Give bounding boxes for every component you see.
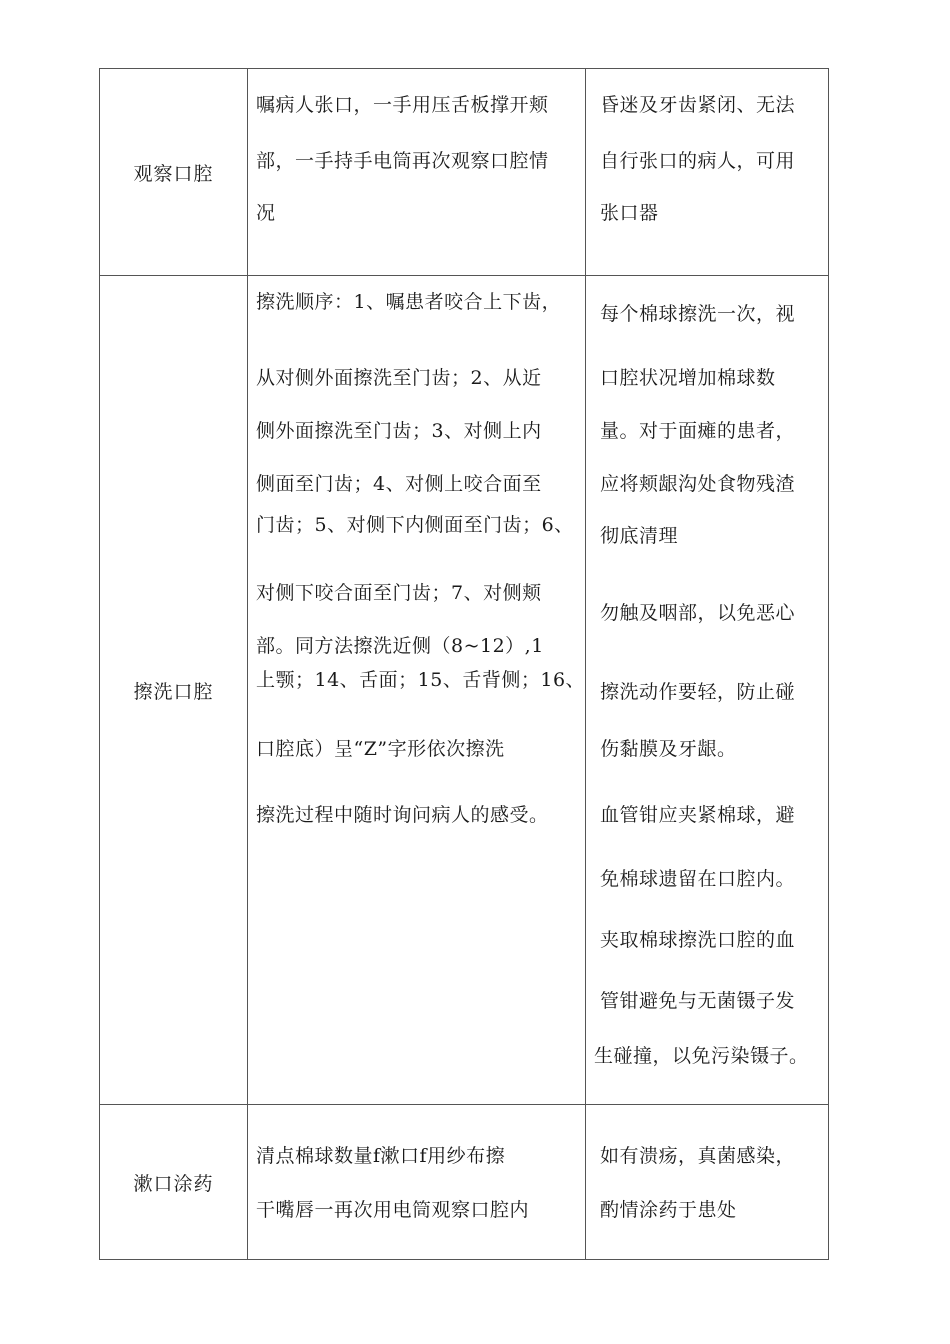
notes-line: 如有溃疡，真菌感染， xyxy=(600,1145,796,1167)
table-row xyxy=(100,276,829,1105)
notes-line: 应将颊龈沟处食物残渣 xyxy=(600,473,796,495)
procedure-cell xyxy=(248,276,586,1105)
notes-line: 管钳避免与无菌镊子发 xyxy=(600,990,796,1012)
procedure-table xyxy=(99,68,829,1260)
table-row xyxy=(100,1105,829,1260)
notes-line: 免棉球遗留在口腔内。 xyxy=(600,868,796,890)
notes-cell xyxy=(586,276,829,1105)
notes-line: 自行张口的病人，可用 xyxy=(600,150,796,172)
procedure-line: 从对侧外面擦洗至门齿；2、从近 xyxy=(256,367,542,389)
procedure-line: 侧面至门齿；4、对侧上咬合面至 xyxy=(256,473,542,495)
procedure-line: 侧外面擦洗至门齿；3、对侧上内 xyxy=(256,420,542,442)
procedure-line: 干嘴唇一再次用电筒观察口腔内 xyxy=(256,1199,530,1221)
procedure-line: 门齿；5、对侧下内侧面至门齿；6、 xyxy=(256,514,574,536)
notes-line: 张口器 xyxy=(600,202,659,224)
notes-line: 每个棉球擦洗一次，视 xyxy=(600,303,796,325)
procedure-line: 部，一手持手电筒再次观察口腔情 xyxy=(256,150,549,172)
table-row xyxy=(100,69,829,276)
procedure-cell xyxy=(248,1105,586,1260)
notes-line: 酌情涂药于患处 xyxy=(600,1199,737,1221)
notes-line: 血管钳应夹紧棉球，避 xyxy=(600,804,796,826)
notes-cell xyxy=(586,69,829,276)
procedure-line: 部。同方法擦洗近侧（8~12）,1 xyxy=(256,635,544,657)
procedure-line: 擦洗顺序：1、嘱患者咬合上下齿， xyxy=(256,291,562,313)
step-cell: 漱口涂药 xyxy=(100,1105,248,1260)
procedure-line: 清点棉球数量f漱口f用纱布擦 xyxy=(256,1145,506,1167)
procedure-cell xyxy=(248,69,586,276)
notes-line: 夹取棉球擦洗口腔的血 xyxy=(600,929,796,951)
procedure-line: 对侧下咬合面至门齿；7、对侧颊 xyxy=(256,582,542,604)
notes-line: 彻底清理 xyxy=(600,525,679,547)
procedure-line: 口腔底）呈“Z”字形依次擦洗 xyxy=(256,738,505,760)
notes-cell xyxy=(586,1105,829,1260)
step-cell: 擦洗口腔 xyxy=(100,276,248,1105)
step-cell: 观察口腔 xyxy=(100,69,248,276)
procedure-line: 况 xyxy=(256,202,276,224)
procedure-line: 嘱病人张口，一手用压舌板撑开颊 xyxy=(256,94,549,116)
notes-line: 勿触及咽部，以免恶心 xyxy=(600,602,796,624)
procedure-line: 擦洗过程中随时询问病人的感受。 xyxy=(256,804,549,826)
notes-line: 伤黏膜及牙龈。 xyxy=(600,738,737,760)
procedure-line: 上颚；14、舌面；15、舌背侧；16、 xyxy=(256,669,586,691)
notes-line: 生碰撞，以免污染镊子。 xyxy=(594,1045,809,1067)
notes-line: 擦洗动作要轻，防止碰 xyxy=(600,681,796,703)
notes-line: 口腔状况增加棉球数 xyxy=(600,367,776,389)
notes-line: 量。对于面瘫的患者， xyxy=(600,420,796,442)
notes-line: 昏迷及牙齿紧闭、无法 xyxy=(600,94,796,116)
